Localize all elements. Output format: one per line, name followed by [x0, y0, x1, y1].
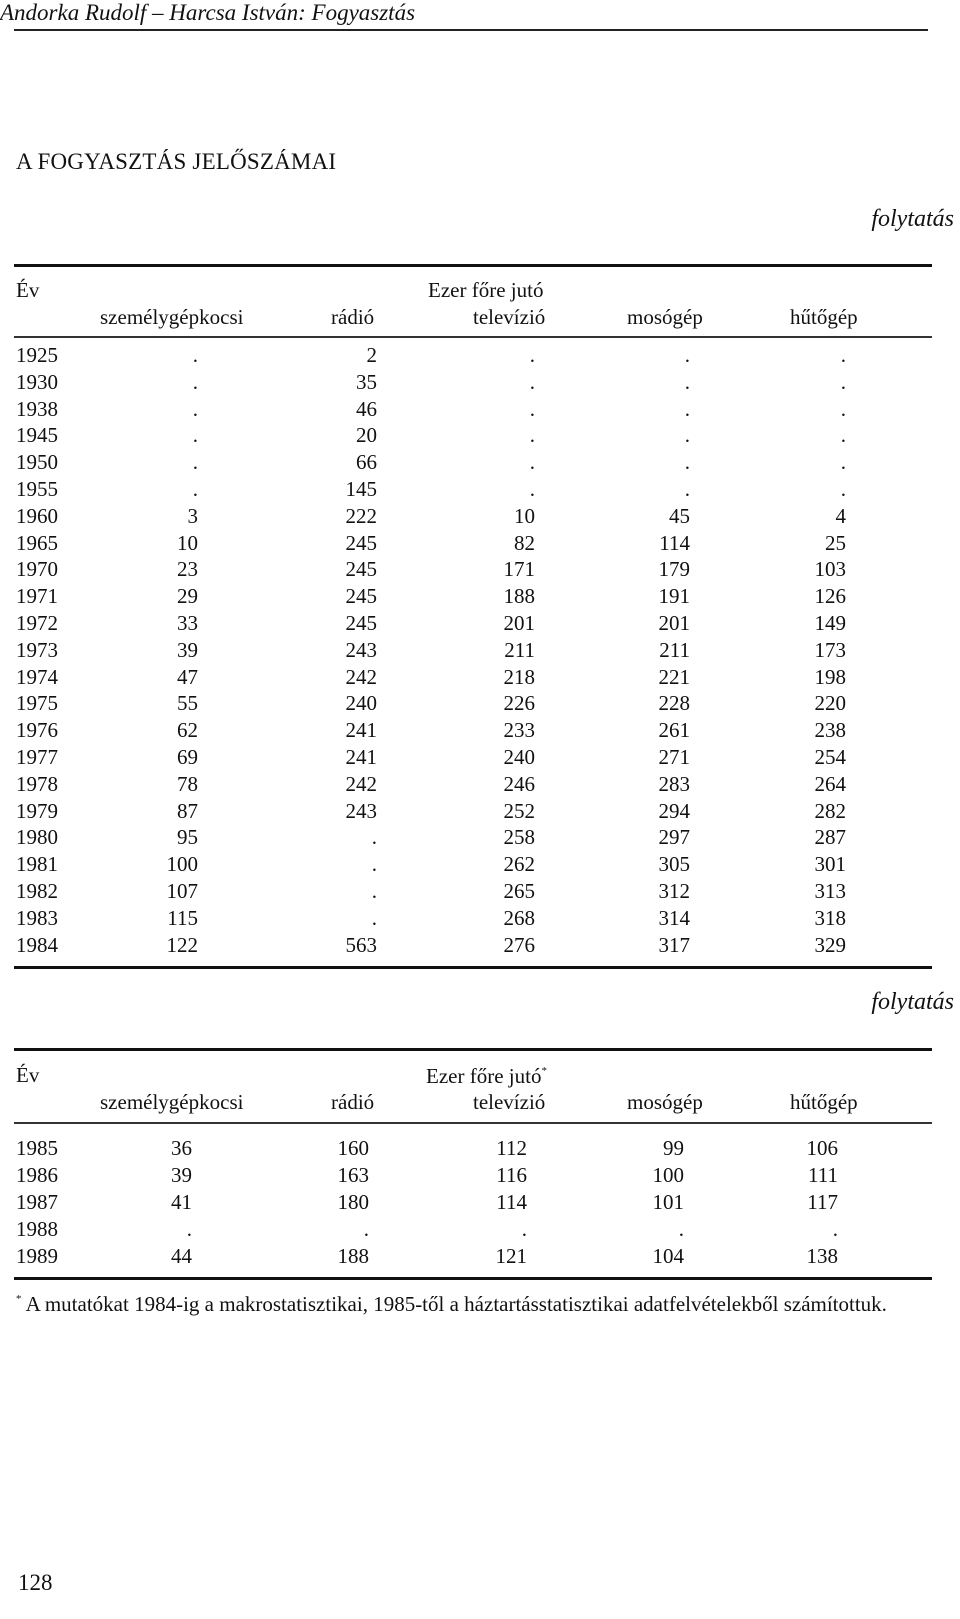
table2-cell-radio: . — [363, 1217, 369, 1241]
table1-cell-car: 95 — [177, 825, 198, 850]
table1-cell-fridge: 318 — [814, 905, 846, 930]
table1-cell-car: 107 — [166, 879, 198, 903]
table2-cell-year: 1988 — [16, 1217, 58, 1241]
table1-row — [0, 450, 960, 477]
table1-year-header: Év — [16, 278, 40, 302]
table2-cell-fridge: 138 — [806, 1244, 838, 1268]
table1-cell-fridge: . — [840, 396, 846, 421]
table1-row — [0, 745, 960, 772]
table1-cell-radio: 563 — [345, 932, 377, 957]
table1-cell-tv: 10 — [514, 503, 535, 528]
table1-cell-fridge: 25 — [825, 530, 846, 555]
table1-top-rule — [14, 264, 932, 267]
table1-cell-washer: . — [684, 477, 690, 501]
table1-cell-washer: 294 — [658, 798, 690, 823]
table2-cell-tv: 112 — [496, 1136, 527, 1160]
table1-row — [0, 772, 960, 799]
table1-cell-car: 78 — [177, 771, 198, 796]
table2-cell-year: 1986 — [16, 1163, 58, 1187]
table1-cell-fridge: 126 — [814, 584, 846, 609]
table1-cell-tv: 252 — [503, 798, 535, 823]
page-title: A FOGYASZTÁS JELŐSZÁMAI — [16, 149, 337, 174]
table1-cell-year: 1955 — [16, 477, 58, 501]
continuation-label-1: folytatás — [871, 206, 954, 232]
table1-cell-washer: 297 — [658, 825, 690, 850]
table1-cell-radio: 242 — [345, 771, 377, 796]
header-rule — [14, 29, 928, 31]
table1-row — [0, 933, 960, 960]
table1-cell-tv: 268 — [503, 905, 535, 930]
table1-cell-tv: . — [529, 369, 535, 394]
table1-cell-fridge: . — [840, 450, 846, 475]
table1-cell-tv: 276 — [503, 932, 535, 957]
table1-cell-washer: 305 — [658, 852, 690, 877]
table2-cell-tv: 116 — [496, 1163, 527, 1187]
table1-cell-radio: . — [371, 852, 377, 877]
table2-cell-car: 41 — [171, 1190, 192, 1214]
table1-cell-washer: 317 — [658, 932, 690, 957]
table2-top-rule — [14, 1048, 932, 1051]
table1-cell-radio: 2 — [366, 343, 377, 367]
table2-col-fridge: hűtőgép — [790, 1090, 858, 1114]
table1-cell-car: . — [192, 450, 198, 475]
table1-col-radio: rádió — [331, 305, 375, 329]
table1-cell-tv: 226 — [503, 691, 535, 716]
table1-cell-car: 87 — [177, 798, 198, 823]
table1-cell-tv: 240 — [503, 745, 535, 769]
table2-cell-tv: 121 — [495, 1244, 527, 1268]
table2-cell-fridge: . — [832, 1217, 838, 1241]
table1-cell-car: . — [192, 343, 198, 367]
table2-col-radio: rádió — [331, 1090, 375, 1114]
table1-col-car: személygépkocsi — [100, 305, 244, 329]
table1-cell-washer: 228 — [658, 691, 690, 716]
table1-cell-car: 69 — [177, 745, 198, 769]
table1-cell-tv: . — [529, 396, 535, 421]
table2-cell-fridge: 117 — [807, 1190, 838, 1214]
table1-cell-fridge: 103 — [814, 557, 846, 582]
table1-cell-year: 1970 — [16, 557, 58, 582]
table2-cell-car: 39 — [171, 1163, 192, 1187]
table1-cell-fridge: . — [840, 369, 846, 394]
table1-cell-tv: 258 — [503, 825, 535, 850]
table1-header-rule — [14, 336, 932, 338]
table1-cell-fridge: 313 — [814, 879, 846, 903]
table1-cell-washer: 191 — [658, 584, 690, 609]
table2-cell-car: 36 — [171, 1136, 192, 1160]
table1-cell-year: 1925 — [16, 343, 58, 367]
table1-cell-tv: 233 — [503, 718, 535, 743]
table1-cell-fridge: 4 — [835, 503, 846, 528]
table1-cell-fridge: . — [840, 423, 846, 448]
table1-cell-year: 1977 — [16, 745, 58, 769]
table1-col-washer: mosógép — [627, 305, 703, 329]
table1-cell-tv: 211 — [504, 637, 535, 662]
table2-cell-car: 44 — [171, 1244, 192, 1268]
table1-cell-fridge: 254 — [814, 745, 846, 769]
table1-cell-fridge: . — [840, 477, 846, 501]
table1-cell-washer: 261 — [658, 718, 690, 743]
table2-cell-washer: 101 — [652, 1190, 684, 1214]
table1-cell-car: . — [192, 423, 198, 448]
table2-cell-radio: 163 — [337, 1163, 369, 1187]
table1-cell-radio: . — [371, 905, 377, 930]
table1-cell-radio: 66 — [356, 450, 377, 475]
table1-row — [0, 638, 960, 665]
table2-cell-washer: 100 — [652, 1163, 684, 1187]
table2-cell-car: . — [186, 1217, 192, 1241]
table1-cell-washer: 283 — [658, 771, 690, 796]
table1-row — [0, 531, 960, 558]
table1-cell-year: 1973 — [16, 637, 58, 662]
table1-cell-washer: 45 — [669, 503, 690, 528]
table1-cell-radio: 241 — [345, 745, 377, 769]
table1-cell-year: 1950 — [16, 450, 58, 475]
table2-cell-radio: 188 — [337, 1244, 369, 1268]
table1-cell-year: 1938 — [16, 396, 58, 421]
table1-cell-tv: . — [529, 343, 535, 367]
table1-cell-radio: . — [371, 879, 377, 903]
table1-group-header: Ezer főre jutó — [428, 278, 544, 302]
table1-row — [0, 397, 960, 424]
table2-row — [0, 1136, 960, 1163]
table1-cell-fridge: . — [840, 343, 846, 367]
running-header-text: Andorka Rudolf – Harcsa István: Fogyasztás — [0, 0, 416, 25]
table1-cell-car: 23 — [177, 557, 198, 582]
table2-cell-radio: 180 — [337, 1190, 369, 1214]
table1-cell-fridge: 238 — [814, 718, 846, 743]
table1-col-fridge: hűtőgép — [790, 305, 858, 329]
table1-row — [0, 343, 960, 370]
table1-cell-year: 1965 — [16, 530, 58, 555]
table1-cell-car: 10 — [177, 530, 198, 555]
table1-cell-car: 47 — [177, 664, 198, 689]
table1-cell-washer: 312 — [658, 879, 690, 903]
table2-row — [0, 1190, 960, 1217]
table1-cell-radio: 46 — [356, 396, 377, 421]
table1-cell-radio: 245 — [345, 530, 377, 555]
table2-cell-year: 1987 — [16, 1190, 58, 1214]
table1-cell-year: 1971 — [16, 584, 58, 609]
table1-cell-year: 1974 — [16, 664, 58, 689]
table1-cell-car: . — [192, 396, 198, 421]
table1-cell-washer: 221 — [658, 664, 690, 689]
table1-cell-car: 33 — [177, 611, 198, 635]
table1-row — [0, 611, 960, 638]
table1-cell-washer: 211 — [659, 637, 690, 662]
table1-col-tv: televízió — [473, 305, 546, 329]
table1-cell-washer: 201 — [658, 611, 690, 635]
table1-cell-tv: 218 — [503, 664, 535, 689]
table1-cell-year: 1983 — [16, 905, 58, 930]
table2-cell-year: 1985 — [16, 1136, 58, 1160]
table1-row — [0, 665, 960, 692]
table2-header-rule — [14, 1122, 932, 1124]
continuation-label-2: folytatás — [871, 989, 954, 1015]
table2-row — [0, 1163, 960, 1190]
table1-row — [0, 477, 960, 504]
table1-cell-fridge: 301 — [814, 852, 846, 877]
table1-cell-radio: 243 — [345, 637, 377, 662]
table1-cell-fridge: 149 — [814, 611, 846, 635]
table2-row — [0, 1244, 960, 1271]
table1-cell-tv: . — [529, 423, 535, 448]
table1-cell-fridge: 282 — [814, 798, 846, 823]
table1-cell-year: 1972 — [16, 611, 58, 635]
table1-cell-washer: . — [684, 369, 690, 394]
footnote — [16, 1286, 916, 1318]
table1-cell-radio: . — [371, 825, 377, 850]
table2-group-header — [426, 1064, 547, 1089]
table1-cell-washer: . — [684, 343, 690, 367]
table1-row — [0, 584, 960, 611]
table2-col-washer: mosógép — [627, 1090, 703, 1114]
table1-row — [0, 370, 960, 397]
table1-cell-year: 1960 — [16, 503, 58, 528]
table1-cell-fridge: 220 — [814, 691, 846, 716]
running-header — [0, 0, 960, 26]
table1-cell-radio: 243 — [345, 798, 377, 823]
table2-cell-washer: . — [678, 1217, 684, 1241]
table1-cell-washer: . — [684, 450, 690, 475]
table1-cell-year: 1981 — [16, 852, 58, 877]
table1-cell-car: 39 — [177, 637, 198, 662]
table1-cell-car: 29 — [177, 584, 198, 609]
table1-cell-year: 1945 — [16, 423, 58, 448]
page-number: 128 — [18, 1570, 53, 1595]
table1-row — [0, 557, 960, 584]
table2-cell-washer: 104 — [652, 1244, 684, 1268]
footnote-marker: * — [16, 1293, 22, 1305]
table1-cell-year: 1930 — [16, 369, 58, 394]
table1-cell-washer: . — [684, 396, 690, 421]
table2-col-tv: televízió — [473, 1090, 546, 1114]
table1-cell-fridge: 198 — [814, 664, 846, 689]
table1-row — [0, 825, 960, 852]
table1-cell-radio: 245 — [345, 557, 377, 582]
table1-cell-tv: 246 — [503, 771, 535, 796]
table2-cell-radio: 160 — [337, 1136, 369, 1160]
table1-cell-washer: 179 — [658, 557, 690, 582]
footnote-text: A mutatókat 1984-ig a makrostatisztikai, 1985-től a háztartásstatisztikai adatfelvételekből számítottuk. — [25, 1292, 887, 1316]
table1-cell-car: 3 — [187, 503, 198, 528]
table2-cell-fridge: 106 — [806, 1136, 838, 1160]
table1-cell-car: 115 — [167, 905, 198, 930]
table1-cell-year: 1976 — [16, 718, 58, 743]
table1-cell-year: 1975 — [16, 691, 58, 716]
table1-cell-tv: 201 — [503, 611, 535, 635]
table1-cell-car: . — [192, 477, 198, 501]
table1-cell-car: . — [192, 369, 198, 394]
table1-cell-fridge: 287 — [814, 825, 846, 850]
table1-cell-car: 100 — [166, 852, 198, 877]
table1-cell-fridge: 329 — [814, 932, 846, 957]
table1-row — [0, 879, 960, 906]
table1-cell-car: 55 — [177, 691, 198, 716]
table1-cell-radio: 35 — [356, 369, 377, 394]
table1-cell-radio: 20 — [356, 423, 377, 448]
table1-cell-year: 1980 — [16, 825, 58, 850]
table1-cell-radio: 245 — [345, 611, 377, 635]
table1-cell-tv: 82 — [514, 530, 535, 555]
table1-row — [0, 691, 960, 718]
table2-cell-year: 1989 — [16, 1244, 58, 1268]
table1-cell-tv: 188 — [503, 584, 535, 609]
table1-bottom-rule — [14, 966, 932, 969]
table1-row — [0, 906, 960, 933]
table1-cell-fridge: 173 — [814, 637, 846, 662]
table2-footnote-marker: * — [541, 1065, 547, 1077]
table1-cell-washer: 114 — [659, 530, 690, 555]
table2-bottom-rule — [14, 1277, 932, 1280]
table1-cell-year: 1982 — [16, 879, 58, 903]
table1-cell-car: 62 — [177, 718, 198, 743]
table2-col-car: személygépkocsi — [100, 1090, 244, 1114]
table1-cell-year: 1978 — [16, 771, 58, 796]
table2-row — [0, 1217, 960, 1244]
table1-cell-tv: 262 — [503, 852, 535, 877]
table1-cell-radio: 242 — [345, 664, 377, 689]
table1-cell-year: 1984 — [16, 932, 58, 957]
table1-cell-year: 1979 — [16, 798, 58, 823]
table1-cell-fridge: 264 — [814, 771, 846, 796]
table1-cell-radio: 240 — [345, 691, 377, 716]
table1-cell-radio: 241 — [345, 718, 377, 743]
table2-group-header-text: Ezer főre jutó — [426, 1064, 542, 1088]
table2-cell-washer: 99 — [663, 1136, 684, 1160]
table1-cell-washer: 271 — [658, 745, 690, 769]
table1-row — [0, 799, 960, 826]
table2-cell-tv: . — [521, 1217, 527, 1241]
table1-row — [0, 423, 960, 450]
table1-cell-radio: 222 — [345, 503, 377, 528]
table1-cell-tv: . — [529, 450, 535, 475]
table2-cell-tv: 114 — [496, 1190, 527, 1214]
table1-row — [0, 718, 960, 745]
table1-cell-washer: . — [684, 423, 690, 448]
table1-row — [0, 504, 960, 531]
table1-cell-tv: 171 — [503, 557, 535, 582]
table1-cell-radio: 245 — [345, 584, 377, 609]
table1-cell-tv: . — [529, 477, 535, 501]
table1-cell-washer: 314 — [658, 905, 690, 930]
table2-year-header: Év — [16, 1063, 40, 1087]
table1-cell-tv: 265 — [503, 879, 535, 903]
table1-row — [0, 852, 960, 879]
table1-cell-car: 122 — [166, 932, 198, 957]
table1-cell-radio: 145 — [345, 477, 377, 501]
table2-cell-fridge: 111 — [808, 1163, 838, 1187]
